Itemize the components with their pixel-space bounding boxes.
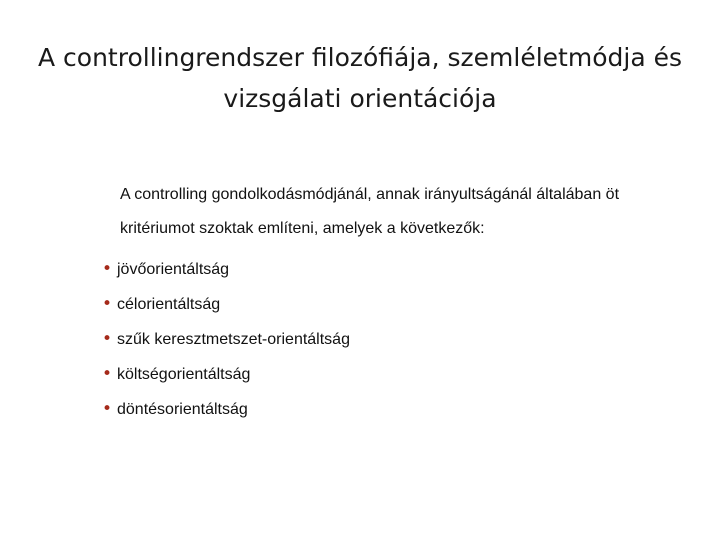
intro-line-2: kritériumot szoktak említeni, amelyek a következők: — [120, 220, 485, 237]
bullet-item-5 — [102, 392, 700, 427]
bullet-item-2 — [102, 287, 700, 322]
bullet-item-1 — [102, 252, 700, 287]
bullet-icon: • — [102, 259, 113, 279]
intro-line-1: A controlling gondolkodásmódjánál, annak irányultságánál általában öt — [120, 186, 620, 203]
bullet-text-2: célorientáltság — [117, 296, 221, 313]
bullet-item-3 — [102, 322, 700, 357]
slide-title-text: A controllingrendszer filozófiája, szemléletmódja és vizsgálati orientációja — [38, 43, 682, 113]
bullet-item-4 — [102, 357, 700, 392]
bullet-icon: • — [102, 364, 113, 384]
bullet-icon: • — [102, 329, 113, 349]
intro-paragraph — [120, 178, 700, 246]
bullet-text-1: jövőorientáltság — [117, 261, 230, 278]
bullet-icon: • — [102, 294, 113, 314]
bullet-text-3: szűk keresztmetszet-orientáltság — [117, 331, 350, 348]
slide-title — [20, 37, 700, 119]
slide-content — [102, 178, 700, 427]
bullet-text-4: költségorientáltság — [117, 366, 251, 383]
bullet-list — [102, 252, 700, 427]
bullet-text-5: döntésorientáltság — [117, 401, 248, 418]
bullet-icon: • — [102, 399, 113, 419]
